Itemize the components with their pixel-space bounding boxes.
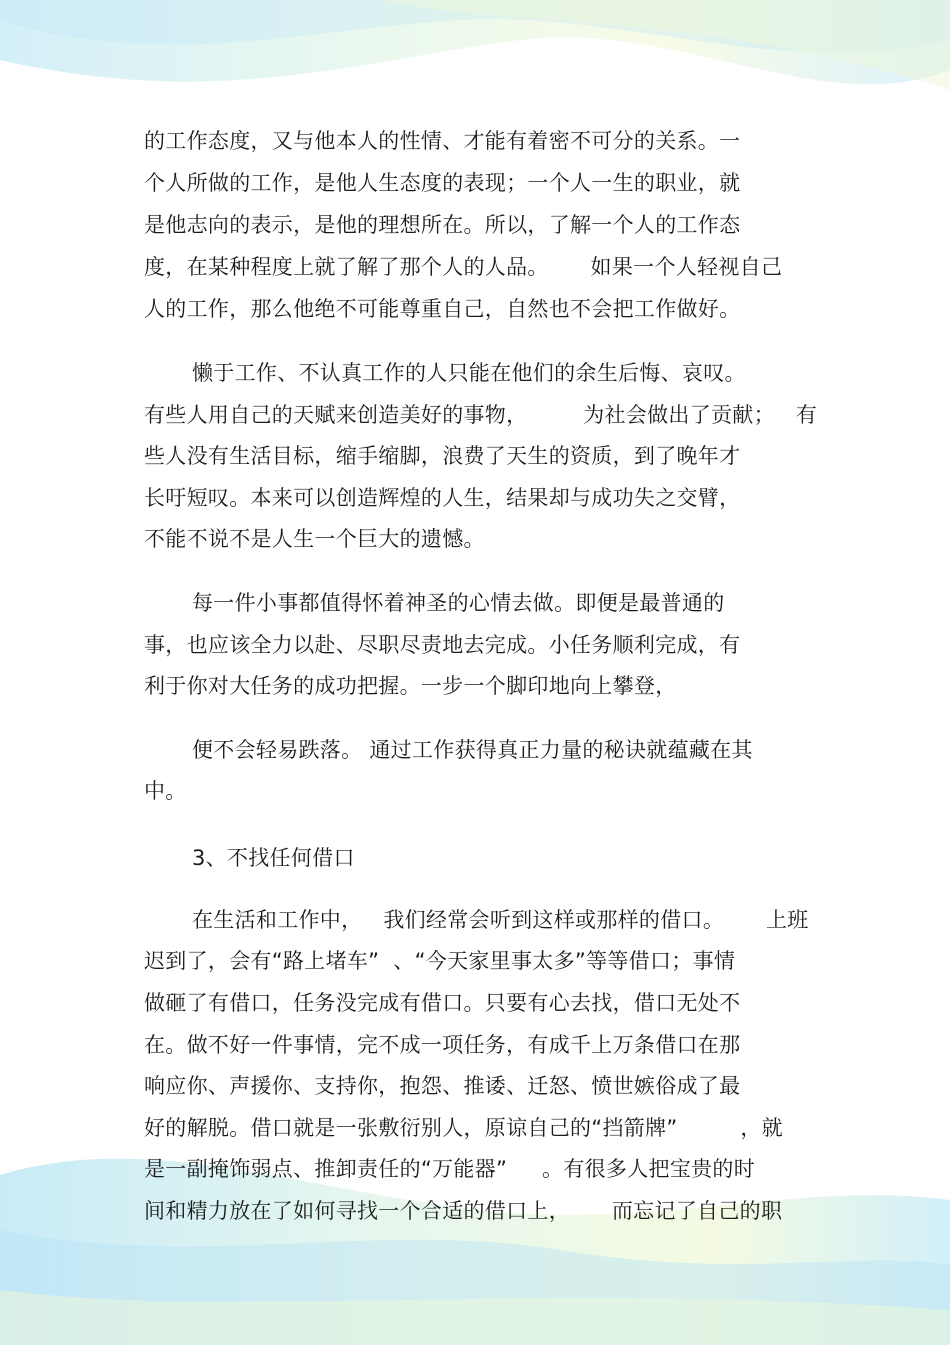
text-line: 在生活和工作中， 我们经常会听到这样或那样的借口。 上班 <box>192 908 809 932</box>
text-line: 利于你对大任务的成功把握。一步一个脚印地向上攀登， <box>144 674 677 698</box>
text-line: 不能不说不是人生一个巨大的遗憾。 <box>144 527 485 551</box>
text-line: 在。做不好一件事情，完不成一项任务，有成千上万条借口在那 <box>144 1033 741 1057</box>
text-line: 迟到了，会有“路上堵车” 、“今天家里事太多”等等借口；事情 <box>144 949 736 973</box>
text-line: 响应你、声援你、支持你，抱怨、推诿、迁怒、愤世嫉俗成了最 <box>144 1074 741 1098</box>
text-line: 便不会轻易跌落。 通过工作获得真正力量的秘诀就蕴藏在其 <box>192 738 753 762</box>
section-heading: 3、不找任何借口 <box>192 846 355 870</box>
text-line: 懒于工作、不认真工作的人只能在他们的余生后悔、哀叹。 <box>192 361 746 385</box>
text-line: 有些人用自己的天赋来创造美好的事物， 为社会做出了贡献； 有 <box>144 403 818 427</box>
text-line: 间和精力放在了如何寻找一个合适的借口上， 而忘记了自己的职 <box>144 1199 783 1223</box>
text-line: 人的工作，那么他绝不可能尊重自己，自然也不会把工作做好。 <box>144 297 741 321</box>
text-line: 些人没有生活目标，缩手缩脚，浪费了天生的资质，到了晚年才 <box>144 444 741 468</box>
text-line: 个人所做的工作，是他人生态度的表现；一个人一生的职业，就 <box>144 171 741 195</box>
text-line: 做砸了有借口，任务没完成有借口。只要有心去找，借口无处不 <box>144 991 741 1015</box>
text-line: 事，也应该全力以赴、尽职尽责地去完成。小任务顺利完成，有 <box>144 633 741 657</box>
text-line: 好的解脱。借口就是一张敷衍别人，原谅自己的“挡箭牌” ，就 <box>144 1116 783 1140</box>
text-line: 中。 <box>144 779 187 803</box>
text-line: 度，在某种程度上就了解了那个人的人品。 如果一个人轻视自己 <box>144 255 783 279</box>
text-line: 是他志向的表示，是他的理想所在。所以，了解一个人的工作态 <box>144 213 741 237</box>
text-line: 每一件小事都值得怀着神圣的心情去做。即便是最普通的 <box>192 591 725 615</box>
text-line: 长吁短叹。本来可以创造辉煌的人生，结果却与成功失之交臂， <box>144 486 741 510</box>
text-line: 的工作态度，又与他本人的性情、才能有着密不可分的关系。一 <box>144 129 741 153</box>
text-line: 是一副掩饰弱点、推卸责任的“万能器” 。有很多人把宝贵的时 <box>144 1157 756 1181</box>
